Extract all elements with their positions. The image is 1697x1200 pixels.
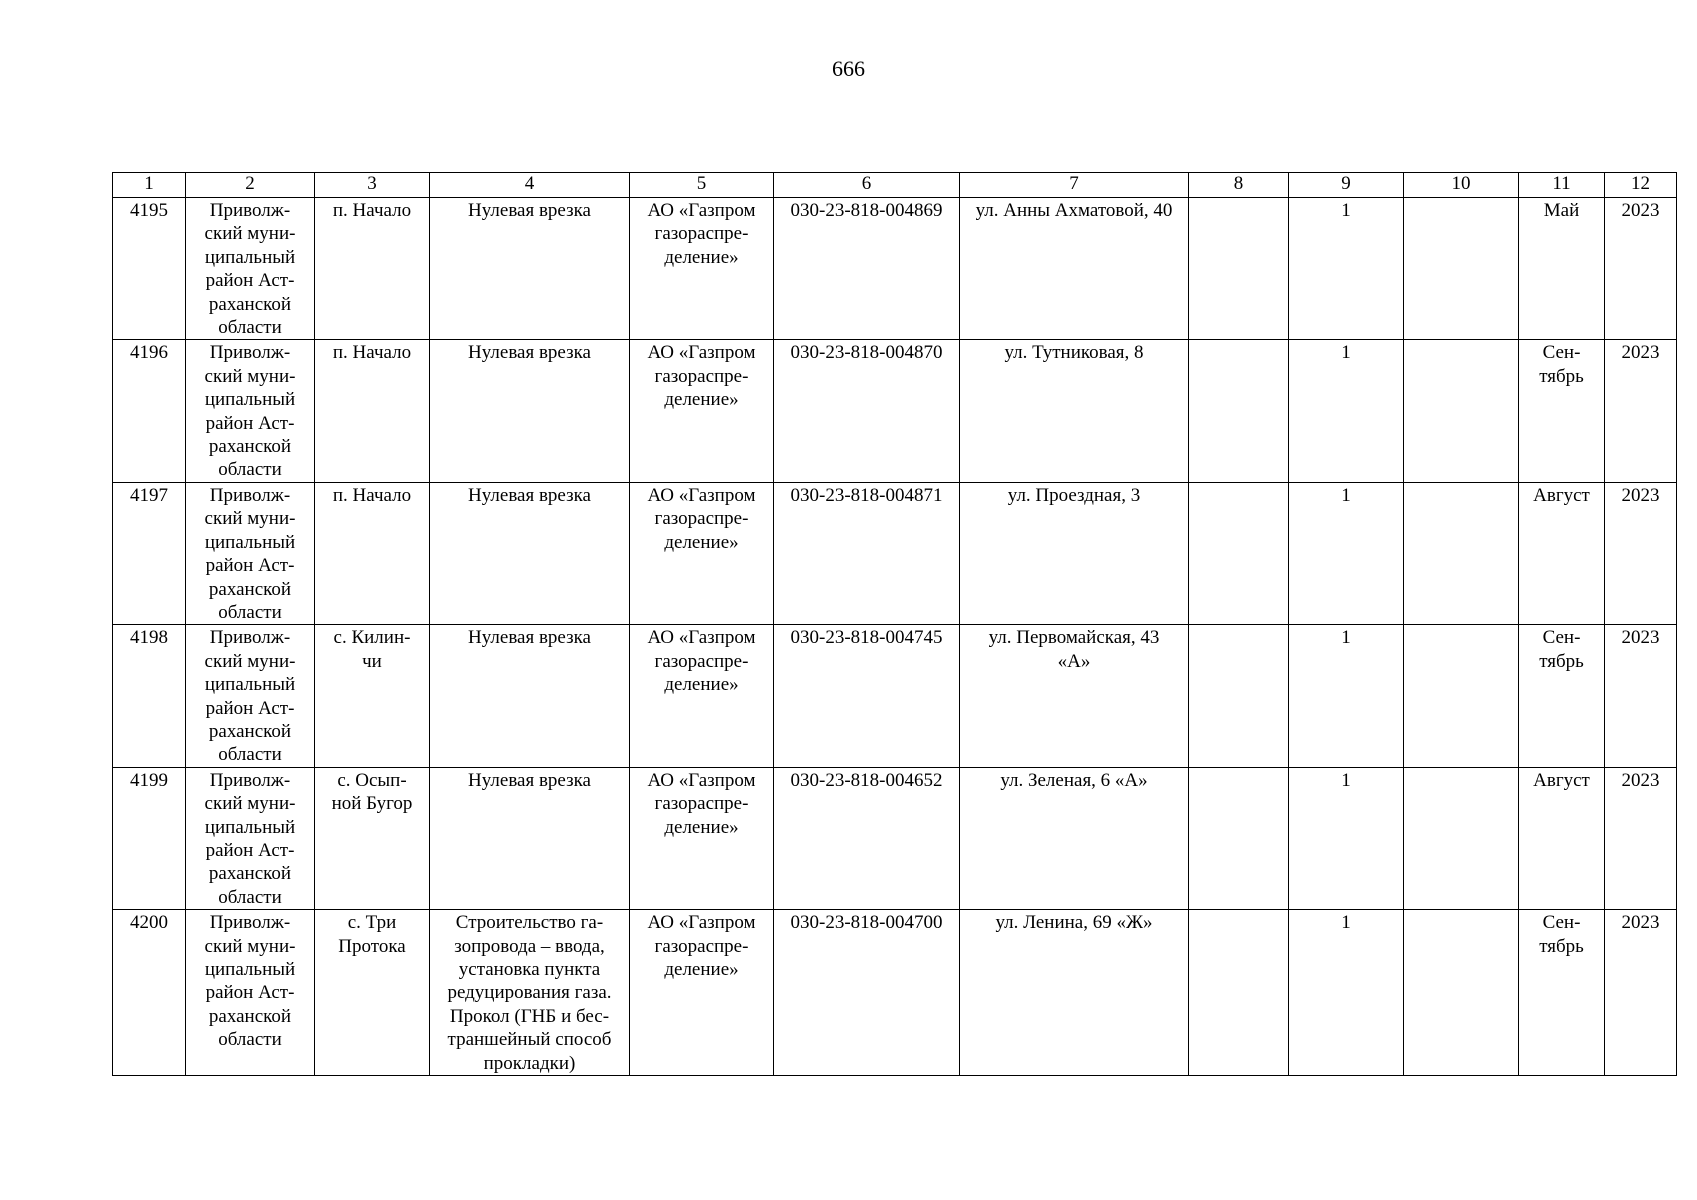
address-cell: ул. Ленина, 69 «Ж» — [960, 910, 1189, 1076]
organization-cell: АО «Газпром газораспре- деление» — [630, 767, 774, 909]
column-header: 1 — [113, 173, 186, 198]
table-row — [113, 482, 1677, 624]
column-header: 10 — [1404, 173, 1519, 198]
year-cell: 2023 — [1605, 198, 1677, 340]
organization-cell: АО «Газпром газораспре- деление» — [630, 625, 774, 767]
table-row — [113, 625, 1677, 767]
column-10-cell — [1404, 910, 1519, 1076]
district-cell: Приволж- ский муни- ципальный район Аст- раханской области — [186, 910, 315, 1076]
address-cell: ул. Тутниковая, 8 — [960, 340, 1189, 482]
page-number: 666 — [832, 56, 865, 81]
column-9-cell: 1 — [1289, 767, 1404, 909]
column-header: 6 — [774, 173, 960, 198]
month-cell: Сен- тябрь — [1519, 340, 1605, 482]
address-cell: ул. Первомайская, 43 «А» — [960, 625, 1189, 767]
month-cell: Август — [1519, 767, 1605, 909]
settlement-cell: с. Осып- ной Бугор — [315, 767, 430, 909]
district-cell: Приволж- ский муни- ципальный район Аст- раханской области — [186, 767, 315, 909]
year-cell: 2023 — [1605, 625, 1677, 767]
district-cell: Приволж- ский муни- ципальный район Аст- раханской области — [186, 625, 315, 767]
month-cell: Сен- тябрь — [1519, 625, 1605, 767]
month-cell: Май — [1519, 198, 1605, 340]
column-header: 3 — [315, 173, 430, 198]
month-cell: Сен- тябрь — [1519, 910, 1605, 1076]
code-cell: 030-23-818-004870 — [774, 340, 960, 482]
column-8-cell — [1189, 482, 1289, 624]
settlement-cell: с. Килин- чи — [315, 625, 430, 767]
column-9-cell: 1 — [1289, 482, 1404, 624]
year-cell: 2023 — [1605, 767, 1677, 909]
column-number-row — [113, 173, 1677, 198]
column-8-cell — [1189, 910, 1289, 1076]
table-row — [113, 198, 1677, 340]
column-9-cell: 1 — [1289, 340, 1404, 482]
column-8-cell — [1189, 767, 1289, 909]
district-cell: Приволж- ский муни- ципальный район Аст- раханской области — [186, 482, 315, 624]
settlement-cell: п. Начало — [315, 482, 430, 624]
column-10-cell — [1404, 767, 1519, 909]
settlement-cell: с. Три Протока — [315, 910, 430, 1076]
district-cell: Приволж- ский муни- ципальный район Аст- раханской области — [186, 340, 315, 482]
work-type-cell: Нулевая врезка — [430, 482, 630, 624]
column-10-cell — [1404, 482, 1519, 624]
code-cell: 030-23-818-004745 — [774, 625, 960, 767]
row-number: 4195 — [113, 198, 186, 340]
column-10-cell — [1404, 340, 1519, 482]
column-header: 4 — [430, 173, 630, 198]
work-type-cell: Нулевая врезка — [430, 767, 630, 909]
year-cell: 2023 — [1605, 482, 1677, 624]
year-cell: 2023 — [1605, 910, 1677, 1076]
table-row — [113, 910, 1677, 1076]
column-9-cell: 1 — [1289, 910, 1404, 1076]
work-type-cell: Нулевая врезка — [430, 198, 630, 340]
address-cell: ул. Анны Ахматовой, 40 — [960, 198, 1189, 340]
code-cell: 030-23-818-004700 — [774, 910, 960, 1076]
row-number: 4198 — [113, 625, 186, 767]
row-number: 4199 — [113, 767, 186, 909]
organization-cell: АО «Газпром газораспре- деление» — [630, 482, 774, 624]
code-cell: 030-23-818-004652 — [774, 767, 960, 909]
year-cell: 2023 — [1605, 340, 1677, 482]
organization-cell: АО «Газпром газораспре- деление» — [630, 340, 774, 482]
table-row — [113, 767, 1677, 909]
column-9-cell: 1 — [1289, 625, 1404, 767]
row-number: 4196 — [113, 340, 186, 482]
column-9-cell: 1 — [1289, 198, 1404, 340]
address-cell: ул. Проездная, 3 — [960, 482, 1189, 624]
code-cell: 030-23-818-004869 — [774, 198, 960, 340]
column-10-cell — [1404, 198, 1519, 340]
column-header: 7 — [960, 173, 1189, 198]
column-header: 11 — [1519, 173, 1605, 198]
column-8-cell — [1189, 340, 1289, 482]
row-number: 4200 — [113, 910, 186, 1076]
address-cell: ул. Зеленая, 6 «А» — [960, 767, 1189, 909]
column-header: 12 — [1605, 173, 1677, 198]
settlement-cell: п. Начало — [315, 198, 430, 340]
column-8-cell — [1189, 198, 1289, 340]
month-cell: Август — [1519, 482, 1605, 624]
column-10-cell — [1404, 625, 1519, 767]
registry-table — [112, 172, 1677, 1076]
column-header: 5 — [630, 173, 774, 198]
organization-cell: АО «Газпром газораспре- деление» — [630, 198, 774, 340]
column-header: 8 — [1189, 173, 1289, 198]
settlement-cell: п. Начало — [315, 340, 430, 482]
district-cell: Приволж- ский муни- ципальный район Аст- раханской области — [186, 198, 315, 340]
column-8-cell — [1189, 625, 1289, 767]
column-header: 2 — [186, 173, 315, 198]
organization-cell: АО «Газпром газораспре- деление» — [630, 910, 774, 1076]
work-type-cell: Нулевая врезка — [430, 340, 630, 482]
work-type-cell: Нулевая врезка — [430, 625, 630, 767]
row-number: 4197 — [113, 482, 186, 624]
code-cell: 030-23-818-004871 — [774, 482, 960, 624]
column-header: 9 — [1289, 173, 1404, 198]
work-type-cell: Строительство га- зопровода – ввода, установка пункта редуцирования газа. Прокол (ГНБ и бес- траншейный способ прокладки) — [430, 910, 630, 1076]
table-row — [113, 340, 1677, 482]
